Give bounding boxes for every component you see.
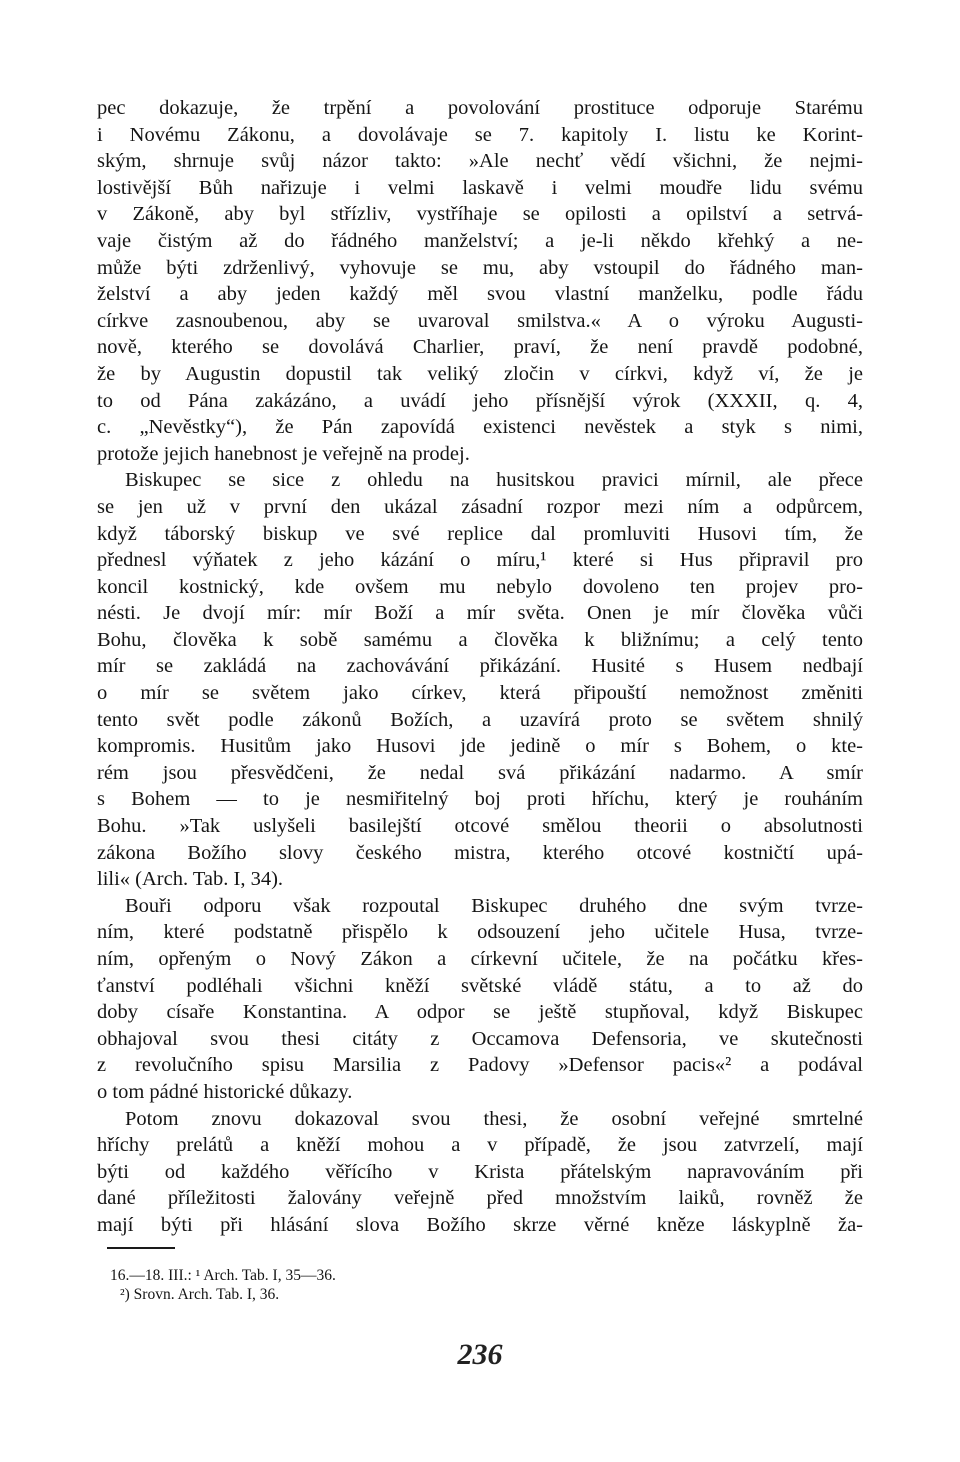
footnote-separator	[107, 1247, 175, 1249]
text-line: dané příležitosti žalovány veřejně před množstvím laiků, rovněž že	[97, 1187, 863, 1210]
text-line: obhajoval svou thesi citáty z Occamova Defensoria, ve skutečnosti	[97, 1027, 863, 1050]
text-line: z revolučního spisu Marsilia z Padovy »Defensor pacis«² a podával	[97, 1054, 863, 1077]
text-line: zákona Božího slovy českého mistra, kterého otcové kostničtí upá-	[97, 841, 863, 864]
text-line: ním, opřeným o Nový Zákon a církevní učitele, že na počátku křes-	[97, 948, 863, 970]
text-line: s Bohem — to je nesmiřitelný boj proti hříchu, který je rouháním	[97, 788, 863, 811]
text-line: želství a aby jeden každý měl svou vlastní manželku, podle řádu	[97, 283, 863, 306]
footnote-line: ²) Srovn. Arch. Tab. I, 36.	[120, 1286, 280, 1303]
text-line: může býti zdrženlivý, vyhovuje se mu, aby vstoupil do řádného man-	[97, 256, 863, 279]
text-line: pec dokazuje, že trpění a povolování prostituce odporuje Starému	[97, 97, 863, 119]
text-line: o tom pádné historické důkazy.	[97, 1080, 353, 1103]
text-line: lili« (Arch. Tab. I, 34).	[97, 868, 284, 891]
text-line: koncil kostnický, kde ovšem mu nebylo dovoleno ten projev pro-	[97, 575, 863, 598]
text-line: mír se zakládá na zachovávání přikázání. Husité s Husem nedbají	[97, 655, 863, 678]
text-line: když táborský biskup ve své replice dal promluviti Husovi tím, že	[97, 522, 863, 545]
text-line: ťanství podléhali všichni kněží světské vládě státu, a to až do	[97, 974, 863, 997]
text-line: že by Augustin dopustil tak veliký zločin v církvi, když ví, že je	[97, 362, 863, 385]
text-line: Bouři odporu však rozpoutal Biskupec druhého dne svým tvrze-	[125, 894, 863, 917]
text-line: vaje čistým až do řádného manželství; a je-li někdo křehký a ne-	[97, 229, 863, 252]
text-line: tento svět podle zákonů Božích, a uzavírá proto se světem shnilý	[97, 708, 863, 731]
text-line: ním, které podstatně přispělo k odsouzení jeho učitele Husa, tvrze-	[97, 921, 863, 944]
text-line: ským, shrnuje svůj názor takto: »Ale nechť vědí všichni, že nejmi-	[97, 150, 863, 173]
text-line: c. „Nevěstky“), že Pán zapovídá existenci nevěstek a styk s nimi,	[97, 416, 863, 439]
page-number: 236	[457, 1338, 503, 1371]
text-line: hříchy prelátů a kněží mohou a v případě, že jsou zatvrzelí, mají	[97, 1134, 863, 1157]
text-line: to od Pána zakázáno, a uvádí jeho přísnější výrok (XXXII, q. 4,	[97, 389, 863, 412]
text-line: Biskupec se sice z ohledu na husitskou pravici mírnil, ale přece	[125, 469, 863, 492]
text-line: přednesl výňatek z jeho kázání o míru,¹ které si Hus připravil pro	[97, 549, 863, 572]
text-line: Bohu, člověka k sobě samému a člověka k bližnímu; a celý tento	[97, 628, 863, 651]
text-line: nově, kterého se dovolává Charlier, praví, že není pravdě podobné,	[97, 336, 863, 359]
text-line: církve zasnoubenou, aby se uvaroval smilstva.« A o výroku Augusti-	[97, 309, 863, 332]
text-line: Potom znovu dokazoval svou thesi, že osobní veřejné smrtelné	[125, 1107, 863, 1130]
text-line: se jen už v první den ukázal zásadní rozpor mezi ním a odpůrcem,	[97, 495, 863, 518]
text-line: protože jejich hanebnost je veřejně na prodej.	[97, 442, 470, 465]
text-line: kompromis. Husitům jako Husovi jde jedině o mír s Bohem, o kte-	[97, 735, 863, 758]
text-line: doby císaře Konstantina. A odpor se ještě stupňoval, když Biskupec	[97, 1001, 863, 1024]
text-line: rém jsou přesvědčeni, že nedal svá přikázání nadarmo. A smír	[97, 761, 863, 784]
text-line: v Zákoně, aby byl střízliv, vystříhaje se opilosti a opilství a setrvá-	[97, 203, 863, 226]
text-line: lostivější Bůh nařizuje i velmi laskavě i velmi moudře lidu svému	[97, 176, 863, 199]
body-text	[97, 95, 863, 1239]
footnotes	[110, 1266, 710, 1304]
text-line: o mír se světem jako církev, která připouští nemožnost změniti	[97, 682, 863, 705]
text-line: i Novému Zákonu, a dovolávaje se 7. kapitoly I. listu ke Korint-	[97, 123, 863, 146]
footnote-line: 16.—18. III.: ¹ Arch. Tab. I, 35—36.	[110, 1267, 336, 1284]
text-line: Bohu. »Tak uslyšeli basilejští otcové smělou theorii o absolutnosti	[97, 815, 863, 838]
text-line: nésti. Je dvojí mír: mír Boží a mír světa. Onen je mír člověka vůči	[97, 602, 863, 625]
text-line: mají býti při hlásání slova Božího skrze věrné kněze láskyplně ža-	[97, 1213, 863, 1236]
text-line: býti od každého věřícího v Krista přátelským napravováním při	[97, 1160, 863, 1183]
